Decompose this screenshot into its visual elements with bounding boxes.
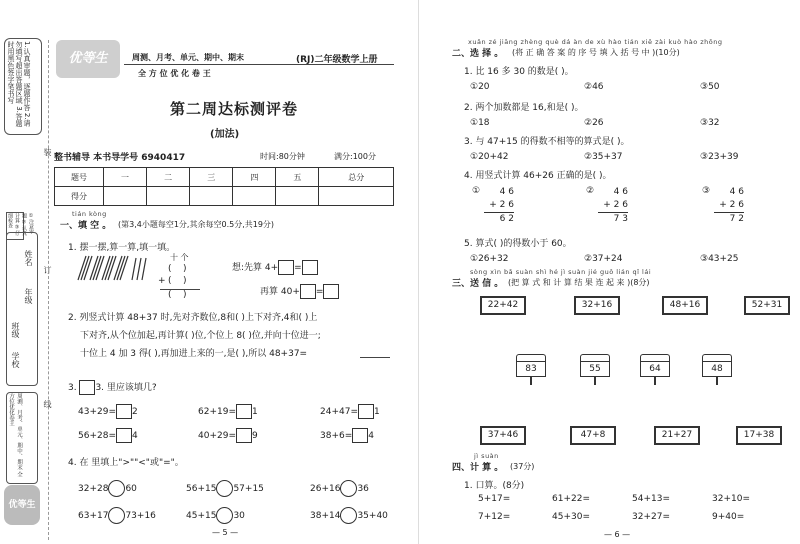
oral-calc[interactable]: 32+27= [632,512,670,522]
left-binding-char-3: 线 [43,400,52,408]
name-label: 姓名 [24,250,33,266]
mailbox-post [654,377,656,385]
sidebar-logo [4,485,40,525]
q3-expr: 56+28= [78,431,116,441]
s2-q5-opt-b[interactable]: ②37+24 [584,254,623,264]
q3-expr: 24+47= [320,407,358,417]
compare-circle[interactable] [216,480,233,497]
compare-circle[interactable] [216,507,233,524]
letter-card[interactable] [744,296,790,315]
score-table [54,167,394,206]
option-marker: ② [586,186,595,196]
mailbox-number: 48 [702,361,732,377]
score-input-cell[interactable] [147,187,190,206]
q4-title: 4. 在 里填上">""<"或"="。 [68,458,184,468]
option-marker: ① [472,186,481,196]
q3-tail: 1 [374,407,380,417]
mailbox-roof [580,354,610,361]
mailbox-roof [640,354,670,361]
section4-note: (37分) [510,462,535,471]
sticks-icon [74,254,148,282]
s2-q1-opt-b[interactable]: ②46 [584,82,604,92]
sidebar-brand-box [6,392,38,484]
sidebar-brand-text: 周测、月考、单元、期中、期末 全方位优化卷王 [8,393,22,478]
digit-box[interactable] [116,428,132,443]
vc-res: 7 3 [613,214,628,224]
grade-label: 年级 [24,288,33,304]
q2-line-1: 2. 列竖式计算 48+37 时,先对齐数位,8和( )上下对齐,4和( )上 [68,313,318,323]
q4-item [310,507,388,524]
q3-item [198,428,258,443]
q3-item [78,404,138,419]
q4-left: 63+17 [78,511,109,521]
letter-card[interactable] [654,426,700,445]
q3-item [320,428,374,443]
section1-pinyin: tián kòng [72,210,107,218]
page-gutter [418,0,419,544]
s2-q3-opt-a[interactable]: ①20+42 [470,152,509,162]
answer-box-sample [79,380,95,395]
s2-q1: 1. 比 16 多 30 的数是( )。 [464,67,574,77]
letter-expr: 37+46 [487,430,519,440]
q3-tail: 2 [132,407,138,417]
vertical-calc-a [484,186,514,226]
score-cell: 二 [147,168,190,187]
s2-q2-opt-a[interactable]: ①18 [470,118,490,128]
oral-calc[interactable]: 54+13= [632,494,670,504]
q2-line-2: 下对齐,从个位加起,再计算( )位,个位上 8( )位,并向十位进一; [80,331,321,341]
mailbox-roof [702,354,732,361]
letter-card[interactable] [736,426,782,445]
sidebar-instructions: 1.认真审题，逐题作答 2.请勿填写超出答题区域 3.答题时用黑色签字笔书写 [7,41,31,127]
vc-mid: + 2 6 [598,199,628,213]
q1-plus: + [158,276,166,286]
oral-calc[interactable]: 32+10= [712,494,750,504]
q3-item [320,404,380,419]
vc-mid: + 2 6 [714,199,744,213]
score-cell: 一 [104,168,147,187]
s2-q4: 4. 用竖式计算 46+26 正确的是( )。 [464,171,612,181]
q4-left: 26+16 [310,484,341,494]
answer-box[interactable] [323,284,339,299]
mailbox-post [716,377,718,385]
letter-card[interactable] [574,296,620,315]
compare-circle[interactable] [340,480,357,497]
s4-sub1: 1. 口算。(8分) [464,481,525,491]
q3-item [78,428,138,443]
s2-q3-opt-c[interactable]: ③23+39 [700,152,739,162]
q4-left: 56+15 [186,484,217,494]
logo-text: 优等生 [68,51,108,66]
score-cell: 题号 [55,168,104,187]
score-input-cell[interactable] [276,187,319,206]
q4-right: 57+15 [233,484,264,494]
vc-res: 7 2 [729,214,744,224]
score-cell: 四 [233,168,276,187]
q4-item [78,480,137,497]
section1-note: (第3,4小题每空1分,其余每空0.5分,共19分) [118,220,275,229]
exam-subtitle: (加法) [210,129,240,140]
q4-left: 32+28 [78,484,109,494]
header-slogan: 全 方 位 优 化 卷 王 [138,69,211,78]
score-table-header-row [55,168,394,187]
digit-box[interactable] [352,428,368,443]
compare-circle[interactable] [108,480,125,497]
letter-expr: 17+38 [743,430,775,440]
q1-again-text: 再算 40+ [260,287,300,297]
section4-title: 四、计 算 。 [452,463,504,473]
q2-line-3: 十位上 4 加 3 得( ),再加进上来的一,是( ),所以 48+37= [80,349,308,359]
s2-q1-opt-c[interactable]: ③50 [700,82,720,92]
s2-q2-opt-b[interactable]: ②26 [584,118,604,128]
mailbox-number: 64 [640,361,670,377]
letter-expr: 52+31 [751,300,783,310]
s2-q3-opt-b[interactable]: ②35+37 [584,152,623,162]
q1-think-text: 想:先算 4+ [232,263,279,273]
score-input-cell[interactable] [190,187,233,206]
letter-expr: 47+8 [580,430,606,440]
answer-box[interactable] [278,260,294,275]
q4-right: 73+16 [125,511,156,521]
header-rule [124,64,394,65]
book-title: (RJ)二年级数学上册 [296,55,378,65]
score-info: 满分:100分 [334,152,376,161]
vertical-calc-b [598,186,628,226]
q4-right: 35+40 [357,511,388,521]
score-table-score-row [55,187,394,206]
letter-expr: 22+42 [487,300,519,310]
q1-text: 1. 摆一摆,算一算,填一填。 [68,243,176,253]
s2-q2-opt-c[interactable]: ③32 [700,118,720,128]
vc-mid: + 2 6 [484,199,514,213]
mailbox[interactable] [702,354,732,385]
section1-title: 一、填 空 。 [60,221,112,231]
vc-top: 4 6 [729,187,744,197]
section2-pinyin: xuǎn zé jiāng zhèng què dá àn de xù hào tián xiě zài kuò hào zhōng [468,38,723,46]
q1-tens-ones: 十 个 [170,253,189,262]
q3-tail: 1 [252,407,258,417]
mailbox-number: 55 [580,361,610,377]
mailbox-roof [516,354,546,361]
q3-title: 3. 3. 里应该填几? [68,380,157,395]
q3-text: 3. 里应该填几? [95,383,157,393]
answer-box[interactable] [302,260,318,275]
binding-dash-line [48,40,49,540]
section3-title: 三、送 信 。 [452,279,504,289]
q3-expr: 62+19= [198,407,236,417]
letter-card[interactable] [480,296,526,315]
oral-calc[interactable]: 45+30= [552,512,590,522]
q3-tail: 9 [252,431,258,441]
score-input-cell[interactable] [319,187,394,206]
vc-top: 4 6 [499,187,514,197]
oral-calc[interactable]: 7+12= [478,512,511,522]
s2-q5-opt-a[interactable]: ①26+32 [470,254,509,264]
digit-box[interactable] [236,428,252,443]
vc-top: 4 6 [613,187,628,197]
section4-pinyin: jì suàn [474,452,499,460]
vc-res: 6 2 [499,214,514,224]
section3-note: (把 算 式 和 计 算 结 果 连 起 来 )(8分) [508,278,650,287]
vertical-calc-c [714,186,744,226]
q2-answer-line[interactable] [360,357,390,358]
section2-note: (将 正 确 答 案 的 序 号 填 入 括 号 中 )(10分) [512,48,680,57]
class-label: 班级 [11,322,20,338]
score-cell: 总分 [319,168,394,187]
q3-expr: 43+29= [78,407,116,417]
s2-q5: 5. 算式( )的得数小于 60。 [464,239,572,249]
oral-calc[interactable]: 9+40= [712,512,745,522]
counting-sticks [74,254,148,282]
digit-box[interactable] [236,404,252,419]
q4-right: 30 [233,511,245,521]
score-cell: 三 [190,168,233,187]
q4-left: 38+14 [310,511,341,521]
q3-expr: 40+29= [198,431,236,441]
letter-card[interactable] [570,426,616,445]
left-binding-char-1: 装 [43,148,52,156]
exam-title: 第二周达标测评卷 [170,100,299,118]
equals-sign: = [315,287,324,297]
q4-right: 36 [357,484,369,494]
header-logo [56,40,120,78]
score-input-cell[interactable] [233,187,276,206]
q4-right: 60 [125,484,137,494]
equals-sign: = [294,263,302,273]
time-info: 时间:80分钟 [260,152,305,161]
header-tagline: 周测、月考、单元、期中、期末 [132,53,244,62]
q4-item [186,480,264,497]
q3-expr: 38+6= [320,431,353,441]
letter-expr: 21+27 [661,430,693,440]
score-cell: 五 [276,168,319,187]
mailbox-number: 83 [516,361,546,377]
mailbox[interactable] [516,354,546,385]
oral-calc[interactable]: 61+22= [552,494,590,504]
answer-box[interactable] [300,284,316,299]
compare-circle[interactable] [108,507,125,524]
q3-tail: 4 [132,431,138,441]
s2-q2: 2. 两个加数都是 16,和是( )。 [464,103,584,113]
section2-title: 二、选 择 。 [452,49,504,59]
letter-expr: 48+16 [669,300,701,310]
sidebar-notes: ①注意审题 ②认真计算 ③仔细检查 [7,213,34,236]
mailbox-post [530,377,532,385]
series-info: 整书辅导 本书导学号 6940417 [54,153,186,163]
school-label: 学校 [11,352,20,368]
s2-q5-opt-c[interactable]: ③43+25 [700,254,739,264]
q1-blank-2[interactable]: ( ) [168,276,187,286]
digit-box[interactable] [116,404,132,419]
right-page-number: — 6 — [604,530,631,539]
mailbox[interactable] [580,354,610,385]
q4-left: 45+15 [186,511,217,521]
s2-q1-opt-a[interactable]: ①20 [470,82,490,92]
option-marker: ③ [702,186,711,196]
letter-expr: 32+16 [581,300,613,310]
left-page-number: — 5 — [212,528,239,537]
left-binding-char-2: 订 [43,266,52,274]
score-cell: 得分 [55,187,104,206]
q4-item [78,507,156,524]
mailbox-post [594,377,596,385]
letter-card[interactable] [480,426,526,445]
compare-circle[interactable] [340,507,357,524]
q4-item [310,480,369,497]
q1-think-line [232,260,318,275]
sidebar-logo-text: 优等生 [8,500,36,510]
q3-tail: 4 [368,431,374,441]
q4-item [186,507,245,524]
q1-blank-1[interactable]: ( ) [168,264,187,274]
sidebar-top-box [4,38,42,135]
score-input-cell[interactable] [104,187,147,206]
letter-card[interactable] [662,296,708,315]
q3-item [198,404,258,419]
q1-again-line [260,284,339,299]
q1-blank-3[interactable]: ( ) [168,290,187,300]
mailbox[interactable] [640,354,670,385]
section3-pinyin: sòng xìn bǎ suàn shì hé jì suàn jié guǒ lián qǐ lái [470,268,652,276]
digit-box[interactable] [358,404,374,419]
s2-q3: 3. 与 47+15 的得数不相等的算式是( )。 [464,137,630,147]
oral-calc[interactable]: 5+17= [478,494,511,504]
